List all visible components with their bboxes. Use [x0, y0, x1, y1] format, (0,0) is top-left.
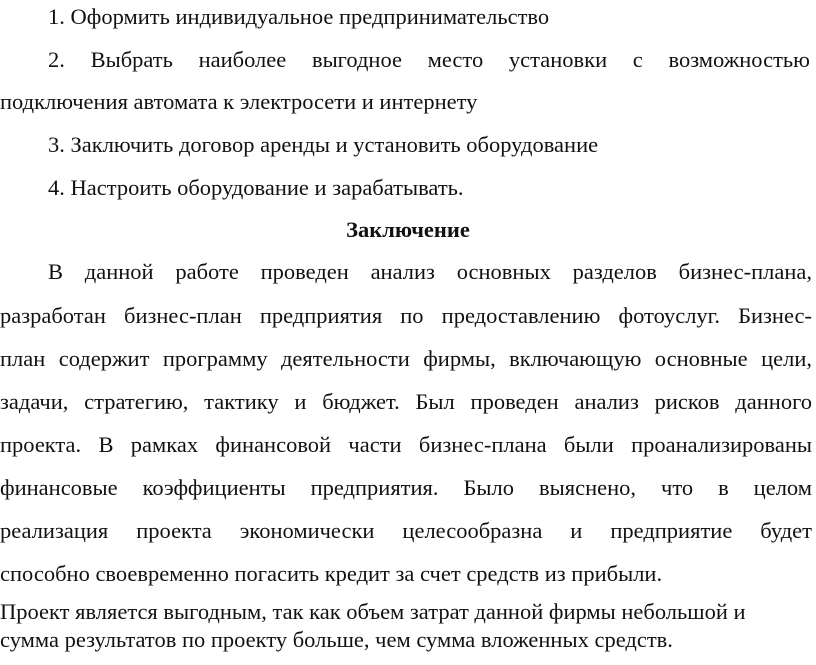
paragraph-line: финансовые коэффициенты предприятия. Было выяснено, что в целом [0, 475, 812, 500]
paragraph-line: реализация проекта экономически целесообразна и предприятие будет [0, 518, 812, 543]
paragraph-line: задачи, стратегию, тактику и бюджет. Был проведен анализ рисков данного [0, 389, 812, 414]
step-2-line-1: 2. Выбрать наиболее выгодное место установки с возможностью [48, 47, 810, 72]
paragraph-line: проекта. В рамках финансовой части бизнес-плана были проанализированы [0, 432, 812, 457]
step-1: 1. Оформить индивидуальное предпринимательство [48, 4, 550, 29]
paragraph-line: способно своевременно погасить кредит за счет средств из прибыли. [0, 561, 663, 586]
step-2-line-2: подключения автомата к электросети и интернету [0, 89, 478, 114]
paragraph-line: разработан бизнес-план предприятия по предоставлению фотоуслуг. Бизнес- [0, 303, 812, 328]
final-line: Проект является выгодным, так как объем затрат данной фирмы небольшой и [0, 599, 746, 624]
final-line: сумма результатов по проекту больше, чем сумма вложенных средств. [0, 627, 673, 652]
step-3: 3. Заключить договор аренды и установить оборудование [48, 132, 599, 157]
conclusion-heading: Заключение [346, 217, 470, 242]
step-4: 4. Настроить оборудование и зарабатывать. [48, 175, 464, 200]
paragraph-line: план содержит программу деятельности фирмы, включающую основные цели, [0, 346, 812, 371]
paragraph-line: В данной работе проведен анализ основных разделов бизнес-плана, [48, 259, 812, 284]
